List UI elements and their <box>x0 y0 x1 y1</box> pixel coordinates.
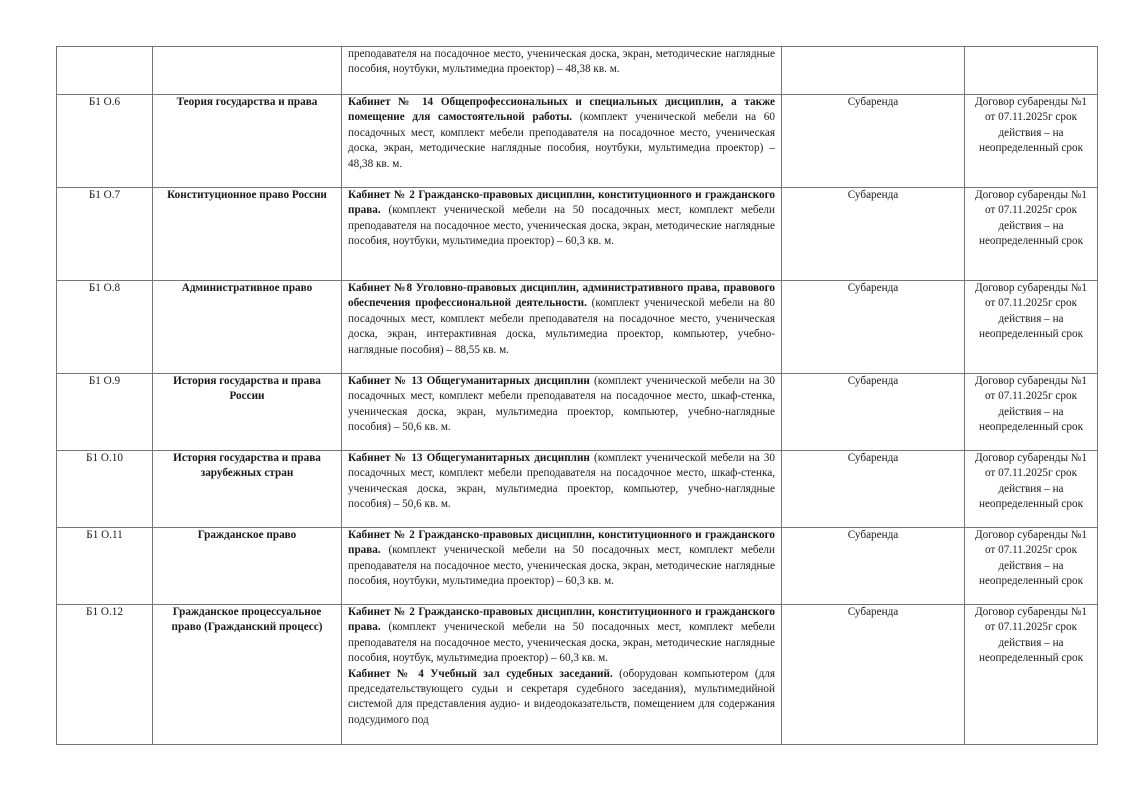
room-title: Кабинет №8 Уголовно-правовых дисциплин, административного права, правового обеспечения профессиональной деятельности. <box>348 282 775 310</box>
table-row <box>57 281 1098 374</box>
room-description: (комплект ученической мебели на 30 посадочных мест, комплект мебели преподавателя на посадочное место, шкаф-стенка, ученическая доска, экран, мультимедиа проектор, компьютер, учебно-наглядные пособия) – 50,6 кв. м. <box>348 452 775 511</box>
room-entry <box>348 605 775 667</box>
discipline-cell: Теория государства и права <box>153 95 342 188</box>
room-cell <box>342 528 782 605</box>
code-cell <box>57 47 153 95</box>
room-cell <box>342 281 782 374</box>
document-cell: Договор субаренды №1 от 07.11.2025г срок действия – на неопределенный срок <box>965 188 1098 281</box>
code-cell: Б1 О.9 <box>57 374 153 451</box>
discipline-cell: Административное право <box>153 281 342 374</box>
basis-cell <box>782 47 965 95</box>
table-row <box>57 451 1098 528</box>
document-cell: Договор субаренды №1 от 07.11.2025г срок действия – на неопределенный срок <box>965 528 1098 605</box>
room-cell <box>342 451 782 528</box>
room-title: Кабинет № 4 Учебный зал судебных заседаний. <box>348 667 613 680</box>
table-row <box>57 188 1098 281</box>
code-cell: Б1 О.8 <box>57 281 153 374</box>
discipline-cell: Гражданское процессуальное право (Гражданский процесс) <box>153 605 342 745</box>
table-row-continuation <box>57 47 1098 95</box>
code-cell: Б1 О.11 <box>57 528 153 605</box>
table-row <box>57 95 1098 188</box>
basis-cell: Субаренда <box>782 451 965 528</box>
room-cell <box>342 47 782 95</box>
code-cell: Б1 О.12 <box>57 605 153 745</box>
room-cell <box>342 95 782 188</box>
basis-cell: Субаренда <box>782 605 965 745</box>
code-cell: Б1 О.10 <box>57 451 153 528</box>
facilities-table <box>56 46 1098 745</box>
code-cell: Б1 О.7 <box>57 188 153 281</box>
discipline-cell: История государства и права России <box>153 374 342 451</box>
document-cell: Договор субаренды №1 от 07.11.2025г срок действия – на неопределенный срок <box>965 374 1098 451</box>
room-cell <box>342 188 782 281</box>
table-row <box>57 374 1098 451</box>
document-cell: Договор субаренды №1 от 07.11.2025г срок действия – на неопределенный срок <box>965 605 1098 745</box>
discipline-cell: Конституционное право России <box>153 188 342 281</box>
basis-cell: Субаренда <box>782 95 965 188</box>
room-description: (комплект ученической мебели на 50 посадочных мест, комплект мебели преподавателя на посадочное место, ученическая доска, экран, методические наглядные пособия, ноутбук, мультимедиа проектор) – 60,3 кв. м. <box>348 621 775 665</box>
basis-cell: Субаренда <box>782 188 965 281</box>
room-title: Кабинет № 2 Гражданско-правовых дисциплин, конституционного и гражданского права. <box>348 529 775 557</box>
room-description: (комплект ученической мебели на 30 посадочных мест, комплект мебели преподавателя на посадочное место, шкаф-стенка, ученическая доска, экран, мультимедиа проектор, компьютер, учебно-наглядные пособия) – 50,6 кв. м. <box>348 375 775 434</box>
room-description: (комплект ученической мебели на 50 посадочных мест, комплект мебели преподавателя на посадочное место, ученическая доска, экран, методические наглядные пособия, ноутбуки, мультимедиа проектор) – 60,3 кв. м. <box>348 204 775 248</box>
document-page <box>56 46 1097 745</box>
discipline-cell: Гражданское право <box>153 528 342 605</box>
room-description: преподавателя на посадочное место, ученическая доска, экран, методические наглядные пособия, ноутбуки, мультимедиа проектор) – 48,38 кв. м. <box>348 48 775 76</box>
room-description: (комплект ученической мебели на 60 посадочных мест, комплект мебели преподавателя на посадочное место, ученическая доска, экран, методические наглядные пособия, ноутбуки, мультимедиа проектор) – 48,38 кв. м. <box>348 111 775 170</box>
room-description: (оборудован компьютером (для председательствующего судьи и секретаря судебного заседания), мультимедийной системой для представления аудио- и видеодоказательств, помещением для содержания подсудимого под <box>348 667 775 726</box>
room-description: (комплект ученической мебели на 50 посадочных мест, комплект мебели преподавателя на посадочное место, ученическая доска, экран, методические наглядные пособия, ноутбуки, мультимедиа проектор) – 60,3 кв. м. <box>348 544 775 588</box>
basis-cell: Субаренда <box>782 281 965 374</box>
room-title: Кабинет № 2 Гражданско-правовых дисциплин, конституционного и гражданского права. <box>348 189 775 217</box>
room-title: Кабинет № 2 Гражданско-правовых дисциплин, конституционного и гражданского права. <box>348 606 775 634</box>
room-entry <box>348 667 775 729</box>
basis-cell: Субаренда <box>782 374 965 451</box>
document-cell: Договор субаренды №1 от 07.11.2025г срок действия – на неопределенный срок <box>965 281 1098 374</box>
discipline-cell <box>153 47 342 95</box>
document-cell: Договор субаренды №1 от 07.11.2025г срок действия – на неопределенный срок <box>965 451 1098 528</box>
room-cell <box>342 605 782 745</box>
room-title: Кабинет № 13 Общегуманитарных дисциплин <box>348 452 590 464</box>
table-row <box>57 605 1098 745</box>
document-cell <box>965 47 1098 95</box>
room-cell <box>342 374 782 451</box>
room-title: Кабинет № 13 Общегуманитарных дисциплин <box>348 375 590 387</box>
discipline-cell: История государства и права зарубежных стран <box>153 451 342 528</box>
room-title: Кабинет № 14 Общепрофессиональных и специальных дисциплин, а также помещение для самостоятельной работы. <box>348 96 775 124</box>
table-row <box>57 528 1098 605</box>
document-cell: Договор субаренды №1 от 07.11.2025г срок действия – на неопределенный срок <box>965 95 1098 188</box>
basis-cell: Субаренда <box>782 528 965 605</box>
room-description: (комплект ученической мебели на 80 посадочных мест, комплект мебели преподавателя на посадочное место, ученическая доска, экран, интерактивная доска, мультимедиа проектор, компьютер, учебно-наглядные пособия) – 88,55 кв. м. <box>348 297 775 356</box>
code-cell: Б1 О.6 <box>57 95 153 188</box>
